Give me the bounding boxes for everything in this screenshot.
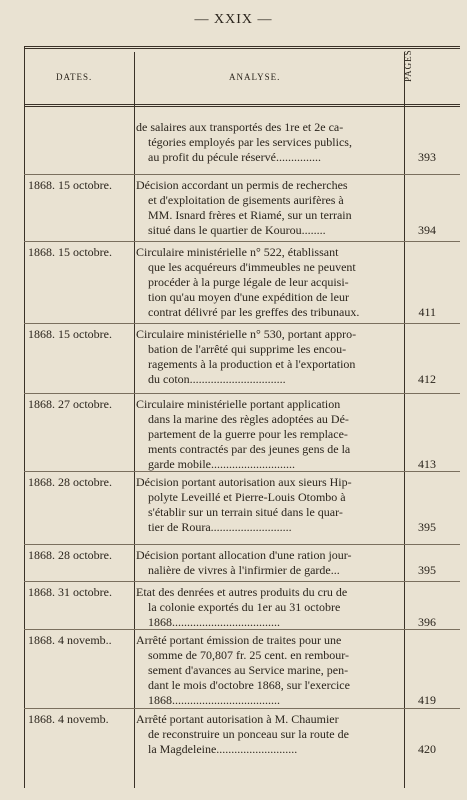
header-analyse: ANALYSE. — [229, 72, 281, 82]
entry-line: tier de Roura........................... — [148, 520, 292, 534]
entry-page: 413 — [418, 457, 436, 471]
entry-date: 1868. 31 octobre. — [28, 585, 112, 599]
entry-line: Etat des denrées et autres produits du cru de — [136, 585, 348, 599]
entry-date: 1868. 27 octobre. — [28, 397, 112, 411]
row-separator — [24, 581, 460, 582]
entry-line: somme de 70,807 fr. 25 cent. en rembour- — [148, 648, 350, 662]
entry-analysis — [136, 397, 402, 472]
entry-line: dant le mois d'octobre 1868, sur l'exercice — [148, 678, 350, 692]
entry-page: 393 — [418, 150, 436, 164]
entry-line: garde mobile............................ — [148, 457, 295, 471]
row-separator — [24, 544, 460, 545]
entry-line: au profit du pécule réservé............... — [148, 150, 321, 164]
entry-line: MM. Isnard frères et Riamé, sur un terrain — [148, 208, 352, 222]
entry-date: 1868. 15 octobre. — [28, 245, 112, 259]
entry-line: tégories employés par les services publics, — [148, 135, 352, 149]
entry-line: nalière de vivres à l'infirmier de garde... — [148, 563, 340, 577]
entry-line: de salaires aux transportés des 1re et 2e ca- — [136, 120, 344, 134]
entry-line: Arrêté portant autorisation à M. Chaumier — [136, 712, 339, 726]
entry-page: 411 — [418, 305, 436, 319]
entry-page: 395 — [418, 563, 436, 577]
entry-page: 412 — [418, 372, 436, 386]
entry-line: bation de l'arrêté qui supprime les encou- — [148, 342, 347, 356]
entry-line: la Magdeleine........................... — [148, 742, 298, 756]
column-divider-pages — [404, 52, 405, 788]
row-separator — [24, 323, 460, 324]
row-separator — [24, 708, 460, 709]
entry-page: 395 — [418, 520, 436, 534]
entry-line: partement de la guerre pour les remplace- — [148, 427, 348, 441]
entry-analysis — [136, 548, 402, 578]
entry-analysis — [136, 178, 402, 238]
row-separator — [24, 393, 460, 394]
entry-date: 1868. 15 octobre. — [28, 178, 112, 192]
entry-line: Arrêté portant émission de traites pour une — [136, 633, 342, 647]
entry-line: dans la marine des règles adoptées au Dé- — [148, 412, 349, 426]
entry-line: Décision portant allocation d'une ration jour- — [136, 548, 352, 562]
entry-page: 419 — [418, 693, 436, 707]
entry-analysis — [136, 120, 402, 165]
header-dates: DATES. — [56, 72, 93, 82]
entry-analysis — [136, 585, 402, 630]
entry-analysis — [136, 475, 402, 535]
entry-line: Circulaire ministérielle portant application — [136, 397, 341, 411]
entry-date: 1868. 28 octobre. — [28, 548, 112, 562]
entry-line: ments contractés par des jeunes gens de la — [148, 442, 351, 456]
entry-line: contrat délivré par les greffes des tribunaux. — [148, 305, 360, 319]
row-separator — [24, 241, 460, 242]
entry-line: sement d'avances au Service marine, pen- — [148, 663, 349, 677]
entry-line: Décision portant autorisation aux sieurs Hip- — [136, 475, 352, 489]
column-divider-dates — [134, 52, 135, 788]
row-separator — [24, 629, 460, 630]
page-number: — XXIX — — [194, 12, 273, 27]
entry-line: du coton................................ — [148, 372, 286, 386]
entry-line: s'établir sur un terrain situé dans le quar- — [148, 505, 343, 519]
entry-analysis — [136, 633, 402, 708]
entry-line: Décision accordant un permis de recherches — [136, 178, 348, 192]
entry-line: 1868.................................... — [148, 615, 280, 629]
entry-analysis — [136, 245, 402, 320]
entry-line: 1868.................................... — [148, 693, 280, 707]
entry-line: tion qu'au moyen d'une expédition de leur — [148, 290, 349, 304]
entry-line: et d'exploitation de gisements aurifères à — [148, 193, 344, 207]
entry-date: 1868. 4 novemb. — [28, 712, 109, 726]
row-separator — [24, 471, 460, 472]
header-pages: PAGES — [403, 49, 413, 82]
entry-analysis — [136, 327, 402, 387]
entry-date: 1868. 15 octobre. — [28, 327, 112, 341]
entry-line: procéder à la purge légale de leur acquisi- — [148, 275, 349, 289]
entry-line: la colonie exportés du 1er au 31 octobre — [148, 600, 341, 614]
entry-page: 394 — [418, 223, 436, 237]
entry-date: 1868. 28 octobre. — [28, 475, 112, 489]
entry-page: 420 — [418, 742, 436, 756]
row-separator — [24, 174, 460, 175]
entry-line: ragements à la production et à l'exportation — [148, 357, 356, 371]
entry-page: 396 — [418, 615, 436, 629]
entry-line: de reconstruire un ponceau sur la route de — [148, 727, 349, 741]
table-header — [24, 49, 460, 107]
entry-line: polyte Leveillé et Pierre-Louis Otombo à — [148, 490, 346, 504]
entry-line: situé dans le quartier de Kourou........ — [148, 223, 326, 237]
entry-date: 1868. 4 novemb.. — [28, 633, 112, 647]
entry-analysis — [136, 712, 402, 757]
entry-line: Circulaire ministérielle n° 522, établissant — [136, 245, 339, 259]
entry-line: Circulaire ministérielle n° 530, portant appro- — [136, 327, 357, 341]
entry-line: que les acquéreurs d'immeubles ne peuvent — [148, 260, 356, 274]
